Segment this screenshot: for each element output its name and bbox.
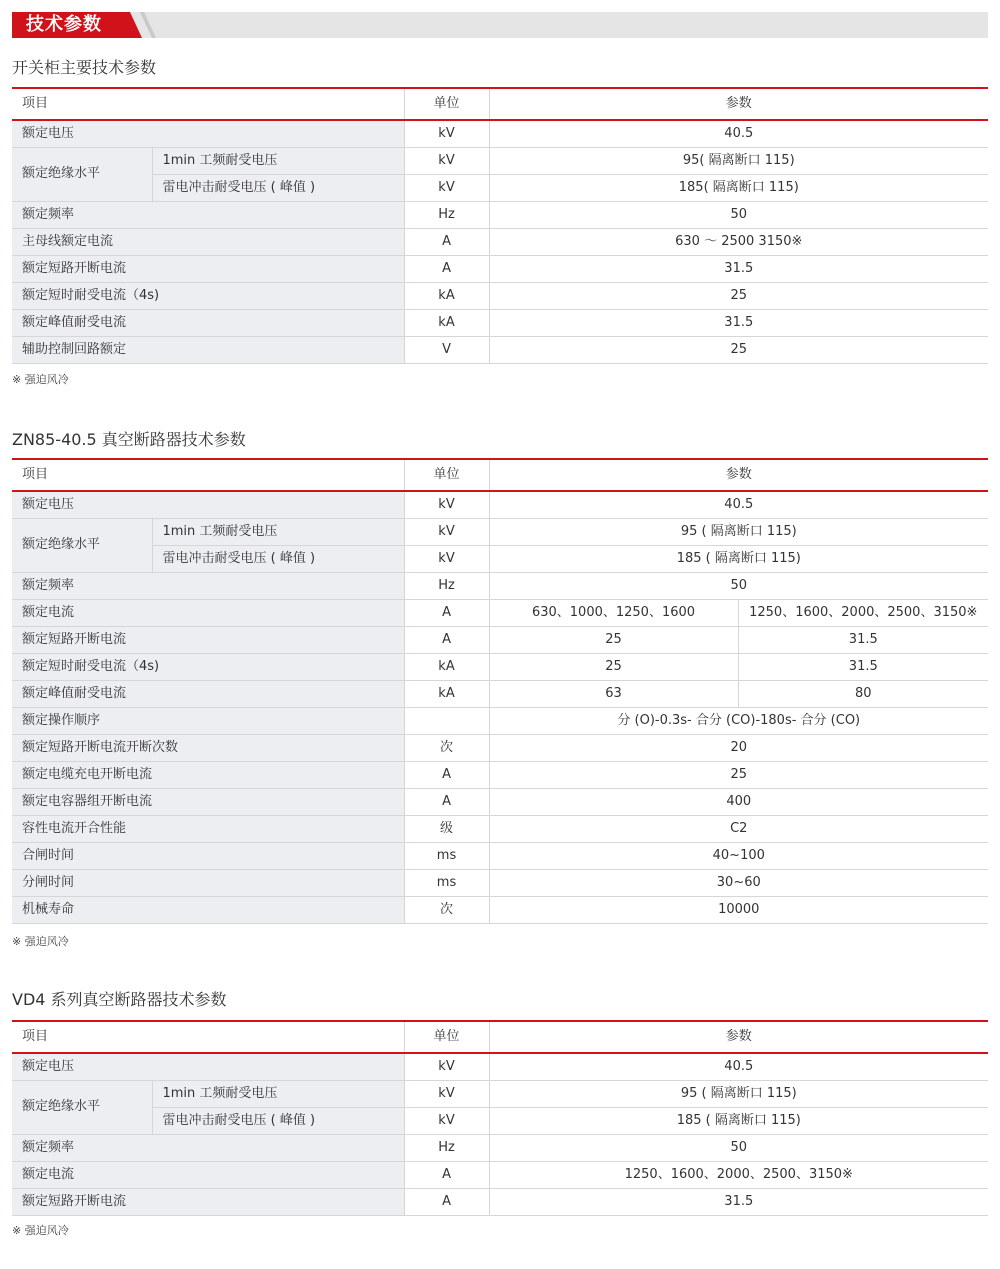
row-value: 分 (O)-0.3s- 合分 (CO)-180s- 合分 (CO) [489,707,988,734]
table3-footnote: ※ 强迫风冷 [12,1224,69,1237]
row-value: 400 [489,788,988,815]
table-row [12,761,988,788]
table-row [12,1080,988,1107]
table-row [12,1107,988,1134]
row-name: 额定电压 [12,120,404,147]
table-header-row [12,88,988,120]
header-item: 项目 [12,1021,404,1053]
row-unit: V [404,336,489,363]
row-name: 额定电流 [12,599,404,626]
table-row [12,734,988,761]
table-header-row [12,1021,988,1053]
row-name: 额定峰值耐受电流 [12,680,404,707]
table-row [12,680,988,707]
row-name: 额定绝缘水平 [12,1080,152,1134]
row-unit: kV [404,518,489,545]
table-row [12,788,988,815]
row-unit: kA [404,653,489,680]
table-row [12,120,988,147]
row-value: 40~100 [489,842,988,869]
row-value: 31.5 [489,1188,988,1215]
row-value-a: 25 [489,626,738,653]
banner-accent-stripe [140,12,180,38]
row-name: 额定操作顺序 [12,707,404,734]
row-name: 容性电流开合性能 [12,815,404,842]
row-name: 主母线额定电流 [12,228,404,255]
row-unit: A [404,599,489,626]
table-row [12,1161,988,1188]
table-row [12,815,988,842]
row-subname: 1min 工频耐受电压 [152,1080,404,1107]
row-value: 50 [489,1134,988,1161]
table-row [12,707,988,734]
row-unit: kA [404,309,489,336]
row-value-a: 63 [489,680,738,707]
row-value: 95 ( 隔离断口 115) [489,1080,988,1107]
row-name: 额定频率 [12,1134,404,1161]
row-value-b: 1250、1600、2000、2500、3150※ [738,599,988,626]
row-unit: kV [404,147,489,174]
row-unit: A [404,1161,489,1188]
row-name: 额定短路开断电流 [12,255,404,282]
table-row [12,491,988,518]
row-name: 额定短时耐受电流（4s) [12,282,404,309]
header-param: 参数 [489,459,988,491]
row-unit: A [404,228,489,255]
row-name: 额定绝缘水平 [12,147,152,201]
table1-footnote: ※ 强迫风冷 [12,373,69,386]
row-unit: ms [404,842,489,869]
table-row [12,869,988,896]
row-unit: ms [404,869,489,896]
table3-vd4-specs [12,1020,988,1216]
row-unit: A [404,626,489,653]
row-value-b: 31.5 [738,653,988,680]
row-value: 40.5 [489,491,988,518]
row-value: 95( 隔离断口 115) [489,147,988,174]
table-row [12,653,988,680]
row-name: 额定电容器组开断电流 [12,788,404,815]
row-value: 25 [489,282,988,309]
row-value: 185( 隔离断口 115) [489,174,988,201]
header-unit: 单位 [404,88,489,120]
row-value: 31.5 [489,309,988,336]
row-name: 额定频率 [12,201,404,228]
table3-title: VD4 系列真空断路器技术参数 [12,990,227,1009]
row-value: 50 [489,572,988,599]
row-value: 25 [489,336,988,363]
row-value: 25 [489,761,988,788]
row-value: 30~60 [489,869,988,896]
row-unit: kV [404,174,489,201]
row-value: 40.5 [489,1053,988,1080]
table-header-row [12,459,988,491]
row-name: 机械寿命 [12,896,404,923]
row-value: 185 ( 隔离断口 115) [489,545,988,572]
row-subname: 雷电冲击耐受电压 ( 峰值 ) [152,545,404,572]
row-unit: kA [404,282,489,309]
row-name: 合闸时间 [12,842,404,869]
table2-zn85-specs [12,458,988,924]
row-subname: 雷电冲击耐受电压 ( 峰值 ) [152,1107,404,1134]
table-row [12,572,988,599]
row-subname: 雷电冲击耐受电压 ( 峰值 ) [152,174,404,201]
table-row [12,1134,988,1161]
row-value: 10000 [489,896,988,923]
row-value: 50 [489,201,988,228]
row-unit: 次 [404,734,489,761]
row-value-b: 80 [738,680,988,707]
table1-switchgear-specs [12,87,988,364]
table-row [12,174,988,201]
row-subname: 1min 工频耐受电压 [152,147,404,174]
table-row [12,626,988,653]
row-value: 95 ( 隔离断口 115) [489,518,988,545]
row-name: 额定峰值耐受电流 [12,309,404,336]
header-unit: 单位 [404,459,489,491]
row-name: 额定绝缘水平 [12,518,152,572]
table-row [12,309,988,336]
row-name: 额定频率 [12,572,404,599]
row-unit: Hz [404,201,489,228]
row-name: 额定短路开断电流开断次数 [12,734,404,761]
row-subname: 1min 工频耐受电压 [152,518,404,545]
row-name: 额定短时耐受电流（4s) [12,653,404,680]
row-unit: A [404,761,489,788]
table-row [12,282,988,309]
table-row [12,201,988,228]
row-name: 额定电压 [12,1053,404,1080]
section-banner [12,12,988,38]
row-unit: kV [404,1080,489,1107]
table-row [12,336,988,363]
banner-title: 技术参数 [26,14,102,35]
row-name: 额定电流 [12,1161,404,1188]
row-name: 辅助控制回路额定 [12,336,404,363]
row-unit: 次 [404,896,489,923]
row-value-a: 25 [489,653,738,680]
row-name: 额定短路开断电流 [12,1188,404,1215]
row-unit: kA [404,680,489,707]
table-row [12,518,988,545]
row-unit: kV [404,545,489,572]
row-name: 分闸时间 [12,869,404,896]
row-value: 185 ( 隔离断口 115) [489,1107,988,1134]
header-unit: 单位 [404,1021,489,1053]
row-unit [404,707,489,734]
row-unit: 级 [404,815,489,842]
table-row [12,1188,988,1215]
table-row [12,147,988,174]
row-unit: kV [404,1053,489,1080]
header-param: 参数 [489,1021,988,1053]
table-row [12,545,988,572]
header-item: 项目 [12,459,404,491]
table2-footnote: ※ 强迫风冷 [12,935,69,948]
row-value: 40.5 [489,120,988,147]
row-value: 20 [489,734,988,761]
header-param: 参数 [489,88,988,120]
row-value: C2 [489,815,988,842]
table-row [12,842,988,869]
table1-title: 开关柜主要技术参数 [12,58,157,77]
row-value-b: 31.5 [738,626,988,653]
header-item: 项目 [12,88,404,120]
row-unit: A [404,255,489,282]
row-value: 31.5 [489,255,988,282]
row-unit: kV [404,491,489,518]
row-name: 额定电缆充电开断电流 [12,761,404,788]
row-value: 1250、1600、2000、2500、3150※ [489,1161,988,1188]
table-row [12,896,988,923]
row-unit: kV [404,1107,489,1134]
table-row [12,228,988,255]
row-value: 630 ～ 2500 3150※ [489,228,988,255]
row-value-a: 630、1000、1250、1600 [489,599,738,626]
row-name: 额定短路开断电流 [12,626,404,653]
table-row [12,1053,988,1080]
row-unit: kV [404,120,489,147]
row-unit: A [404,788,489,815]
table2-title: ZN85-40.5 真空断路器技术参数 [12,430,246,449]
table-row [12,255,988,282]
row-name: 额定电压 [12,491,404,518]
row-unit: A [404,1188,489,1215]
row-unit: Hz [404,572,489,599]
row-unit: Hz [404,1134,489,1161]
table-row [12,599,988,626]
